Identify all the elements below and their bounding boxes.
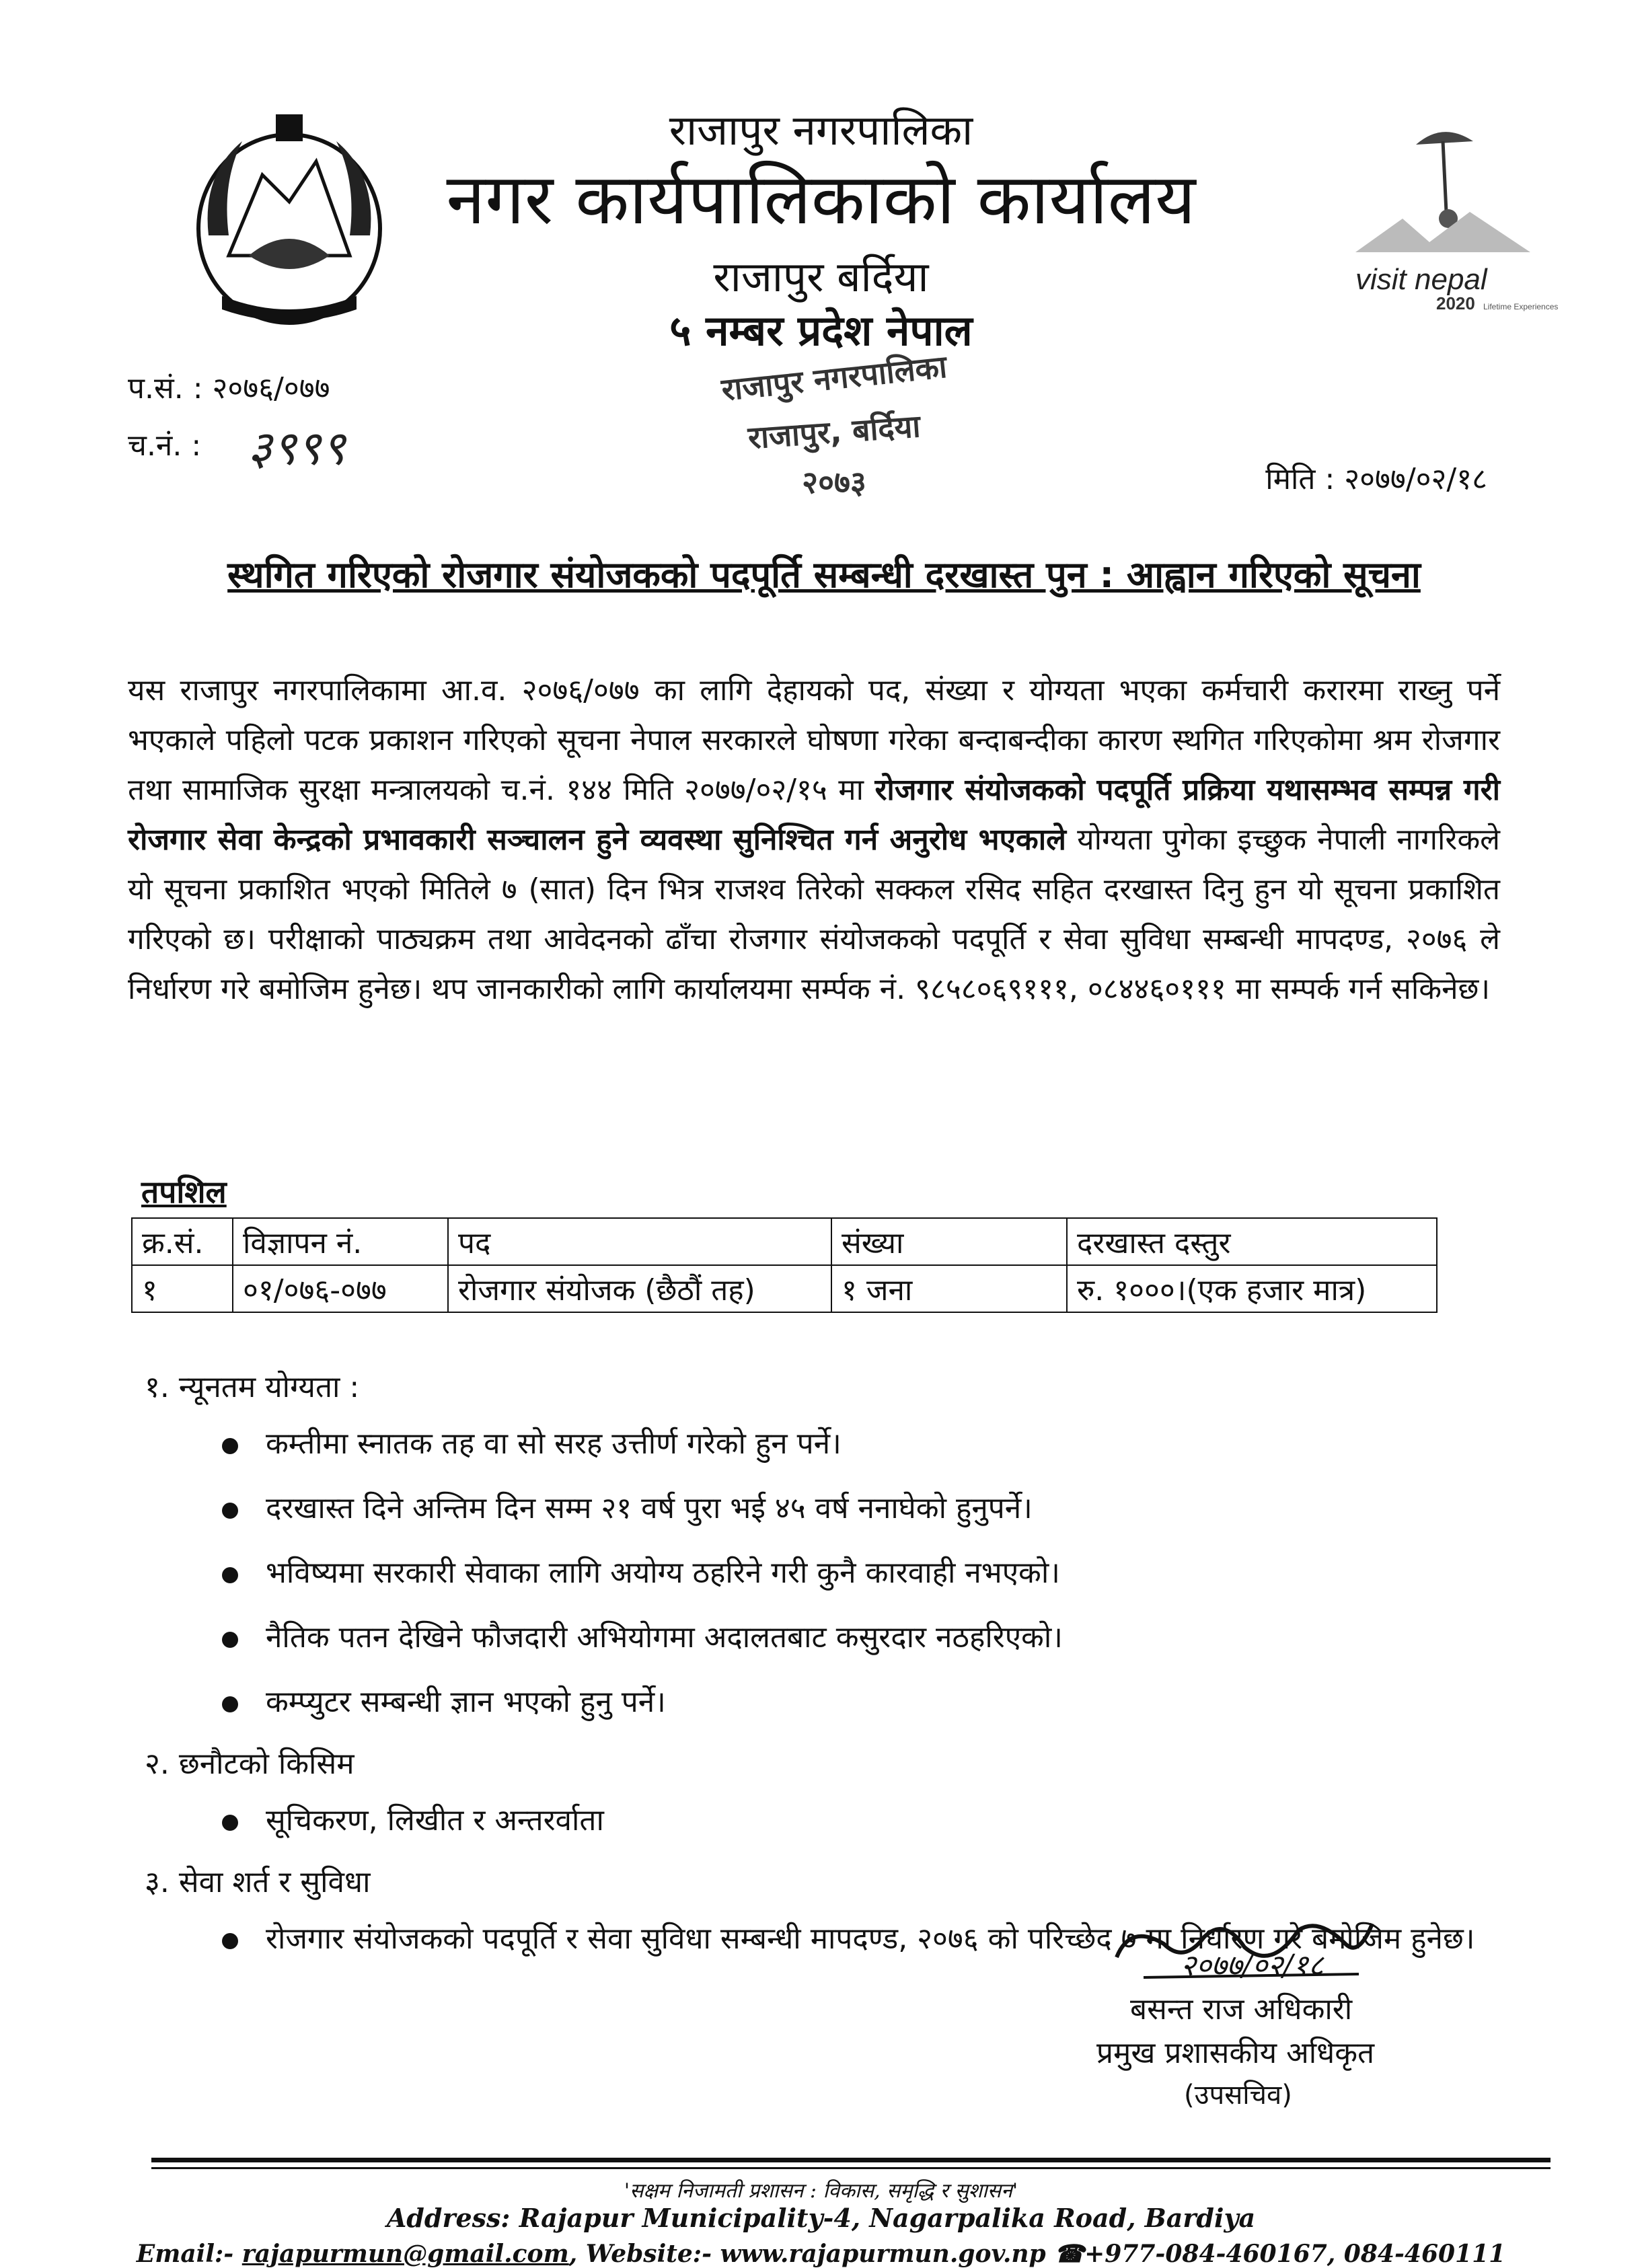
section-2-title: २. छनौटको किसिम: [145, 1747, 354, 1781]
email-link[interactable]: rajapurmun@gmail.com: [241, 2240, 569, 2268]
date-label: मिति :: [1265, 462, 1335, 496]
col-ad-no: विज्ञापन नं.: [233, 1218, 448, 1265]
ps-label: प.सं. :: [128, 371, 203, 406]
list-item: रोजगार संयोजकको पदपूर्ति र सेवा सुविधा सम्बन्धी मापदण्ड, २०७६ को परिच्छेद ७ मा निर्धारण गरे बमोजिम हुनेछ।: [198, 1914, 1503, 1964]
svg-text:2020: 2020: [1436, 293, 1475, 313]
col-post: पद: [448, 1218, 831, 1265]
body-part-1: यस राजापुर नगरपालिकामा आ.व. २०७६/०७७ का लागि देहायको पद, संख्या र योग्यता भएका कर्मचारी करारमा राख्नु पर्ने भएकाले पहिलो पटक प्रकाशन गरिएको सूचना नेपाल सरकारले घोषणा गरेका बन्दाबन्दीका कारण स्थगित गरिएकोमा श्रम रोजगार तथा सामाजिक सुरक्षा मन्त्रालयको च.नं. १४४ मिति २०७७/०२/१५ मा: [128, 673, 1500, 807]
list-item: दरखास्त दिने अन्तिम दिन सम्म २१ वर्ष पुरा भई ४५ वर्ष ननाघेको हुनुपर्ने।: [198, 1484, 1503, 1534]
signatory-rank: (उपसचिव): [1184, 2080, 1292, 2111]
office-name: नगर कार्यपालिकाको कार्यालय: [446, 158, 1196, 240]
website-text: , Website:- www.rajapurmun.gov.np: [568, 2240, 1046, 2268]
footer-motto: 'सक्षम निजामती प्रशासन : विकास, समृद्धि र सुशासन': [624, 2179, 1018, 2203]
notice-body: [128, 666, 1500, 1014]
section-3-title: ३. सेवा शर्त र सुविधा: [145, 1865, 371, 1899]
office-stamp: [706, 350, 962, 511]
stamp-line-3: २०७३: [802, 464, 866, 500]
requirements: [145, 1365, 1503, 1979]
footer-address: Address: Rajapur Municipality-4, Nagarpalika Road, Bardiya: [386, 2203, 1256, 2233]
body-bold: रोजगार संयोजकको पदपूर्ति प्रक्रिया यथासम्भव सम्पन्न गरी रोजगार सेवा केन्द्रको प्रभावकारी सञ्चालन हुने व्यवस्था सुनिश्चित गर्न अनुरोध भएकाले: [128, 773, 1500, 857]
stamp-line-1: राजापुर नगरपालिका: [720, 348, 949, 408]
notice-title: स्थगित गरिएको रोजगार संयोजकको पदपूर्ति सम्बन्धी दरखास्त पुन : आह्वान गरिएको सूचना: [227, 554, 1421, 596]
footer-contact: [0, 2240, 1642, 2268]
list-item: नैतिक पतन देखिने फौजदारी अभियोगमा अदालतबाट कसुरदार नठहरिएको।: [198, 1613, 1503, 1663]
section-1-title: १. न्यूनतम योग्यता :: [145, 1370, 360, 1404]
date-value: २०७७/०२/१८: [1344, 462, 1487, 496]
table-header-row: [132, 1218, 1437, 1265]
signatory-name: बसन्त राज अधिकारी: [1130, 1992, 1353, 2027]
office-location: राजापुर बर्दिया: [713, 252, 929, 301]
cell-count: १ जना: [831, 1265, 1067, 1312]
signatory-title: प्रमुख प्रशासकीय अधिकृत: [1096, 2036, 1375, 2070]
footer-divider: [151, 2158, 1551, 2162]
list-item: सूचिकरण, लिखीत र अन्तरर्वाता: [198, 1796, 1503, 1846]
svg-text:Lifetime Experiences: Lifetime Experiences: [1483, 302, 1559, 311]
phone-text: ☎+977-084-460167, 084-460111: [1045, 2240, 1506, 2268]
province-name: ५ नम्बर प्रदेश नेपाल: [669, 306, 973, 355]
list-item: कम्प्युटर सम्बन्धी ज्ञान भएको हुनु पर्ने।: [198, 1677, 1503, 1727]
svg-text:visit nepal: visit nepal: [1355, 263, 1487, 296]
reference-cn: [128, 424, 201, 464]
vacancy-table: [131, 1217, 1438, 1313]
cn-value: ३९९९: [248, 420, 346, 476]
cell-sn: १: [132, 1265, 233, 1312]
footer-divider-thin: [151, 2167, 1551, 2169]
list-item: भविष्यमा सरकारी सेवाका लागि अयोग्य ठहरिने गरी कुनै कारवाही नभएको।: [198, 1548, 1503, 1598]
col-sn: क्र.सं.: [132, 1218, 233, 1265]
cell-fee: रु. १०००।(एक हजार मात्र): [1067, 1265, 1437, 1312]
cn-label: च.नं. :: [128, 428, 202, 463]
body-part-2: योग्यता पुगेका इच्छुक नेपाली नागरिकले यो सूचना प्रकाशित भएको मितिले ७ (सात) दिन भित्र राजश्व तिरेको सक्कल रसिद सहित दरखास्त दिनु हुन यो सूचना प्रकाशित गरिएको छ। परीक्षाको पाठ्यक्रम तथा आवेदनको ढाँचा रोजगार संयोजकको पदपूर्ति र सेवा सुविधा सम्बन्धी मापदण्ड, २०७६ ले निर्धारण गरे बमोजिम हुनेछ। थप जानकारीको लागि कार्यालयमा सर्म्पक नं. ९८५८०६९१११, ०८४४६०१११ मा सम्पर्क गर्न सकिनेछ।: [128, 823, 1500, 1006]
stamp-line-2: राजापुर, बर्दिया: [747, 408, 922, 456]
tapashil-heading: तपशिल: [141, 1174, 227, 1210]
email-label: Email:-: [136, 2240, 242, 2268]
signature-date: २०७७/०२/१८: [1181, 1949, 1324, 1983]
notice-date: [1265, 457, 1487, 498]
list-item: कम्तीमा स्नातक तह वा सो सरह उत्तीर्ण गरेको हुन पर्ने।: [198, 1419, 1503, 1469]
municipality-name: राजापुर नगरपालिका: [669, 106, 973, 155]
table-row: [132, 1265, 1437, 1312]
cell-ad-no: ०१/०७६-०७७: [233, 1265, 448, 1312]
reference-ps: [128, 367, 330, 407]
ps-value: २०७६/०७७: [212, 371, 330, 406]
col-fee: दरखास्त दस्तुर: [1067, 1218, 1437, 1265]
col-count: संख्या: [831, 1218, 1067, 1265]
cell-post: रोजगार संयोजक (छैठौं तह): [448, 1265, 831, 1312]
